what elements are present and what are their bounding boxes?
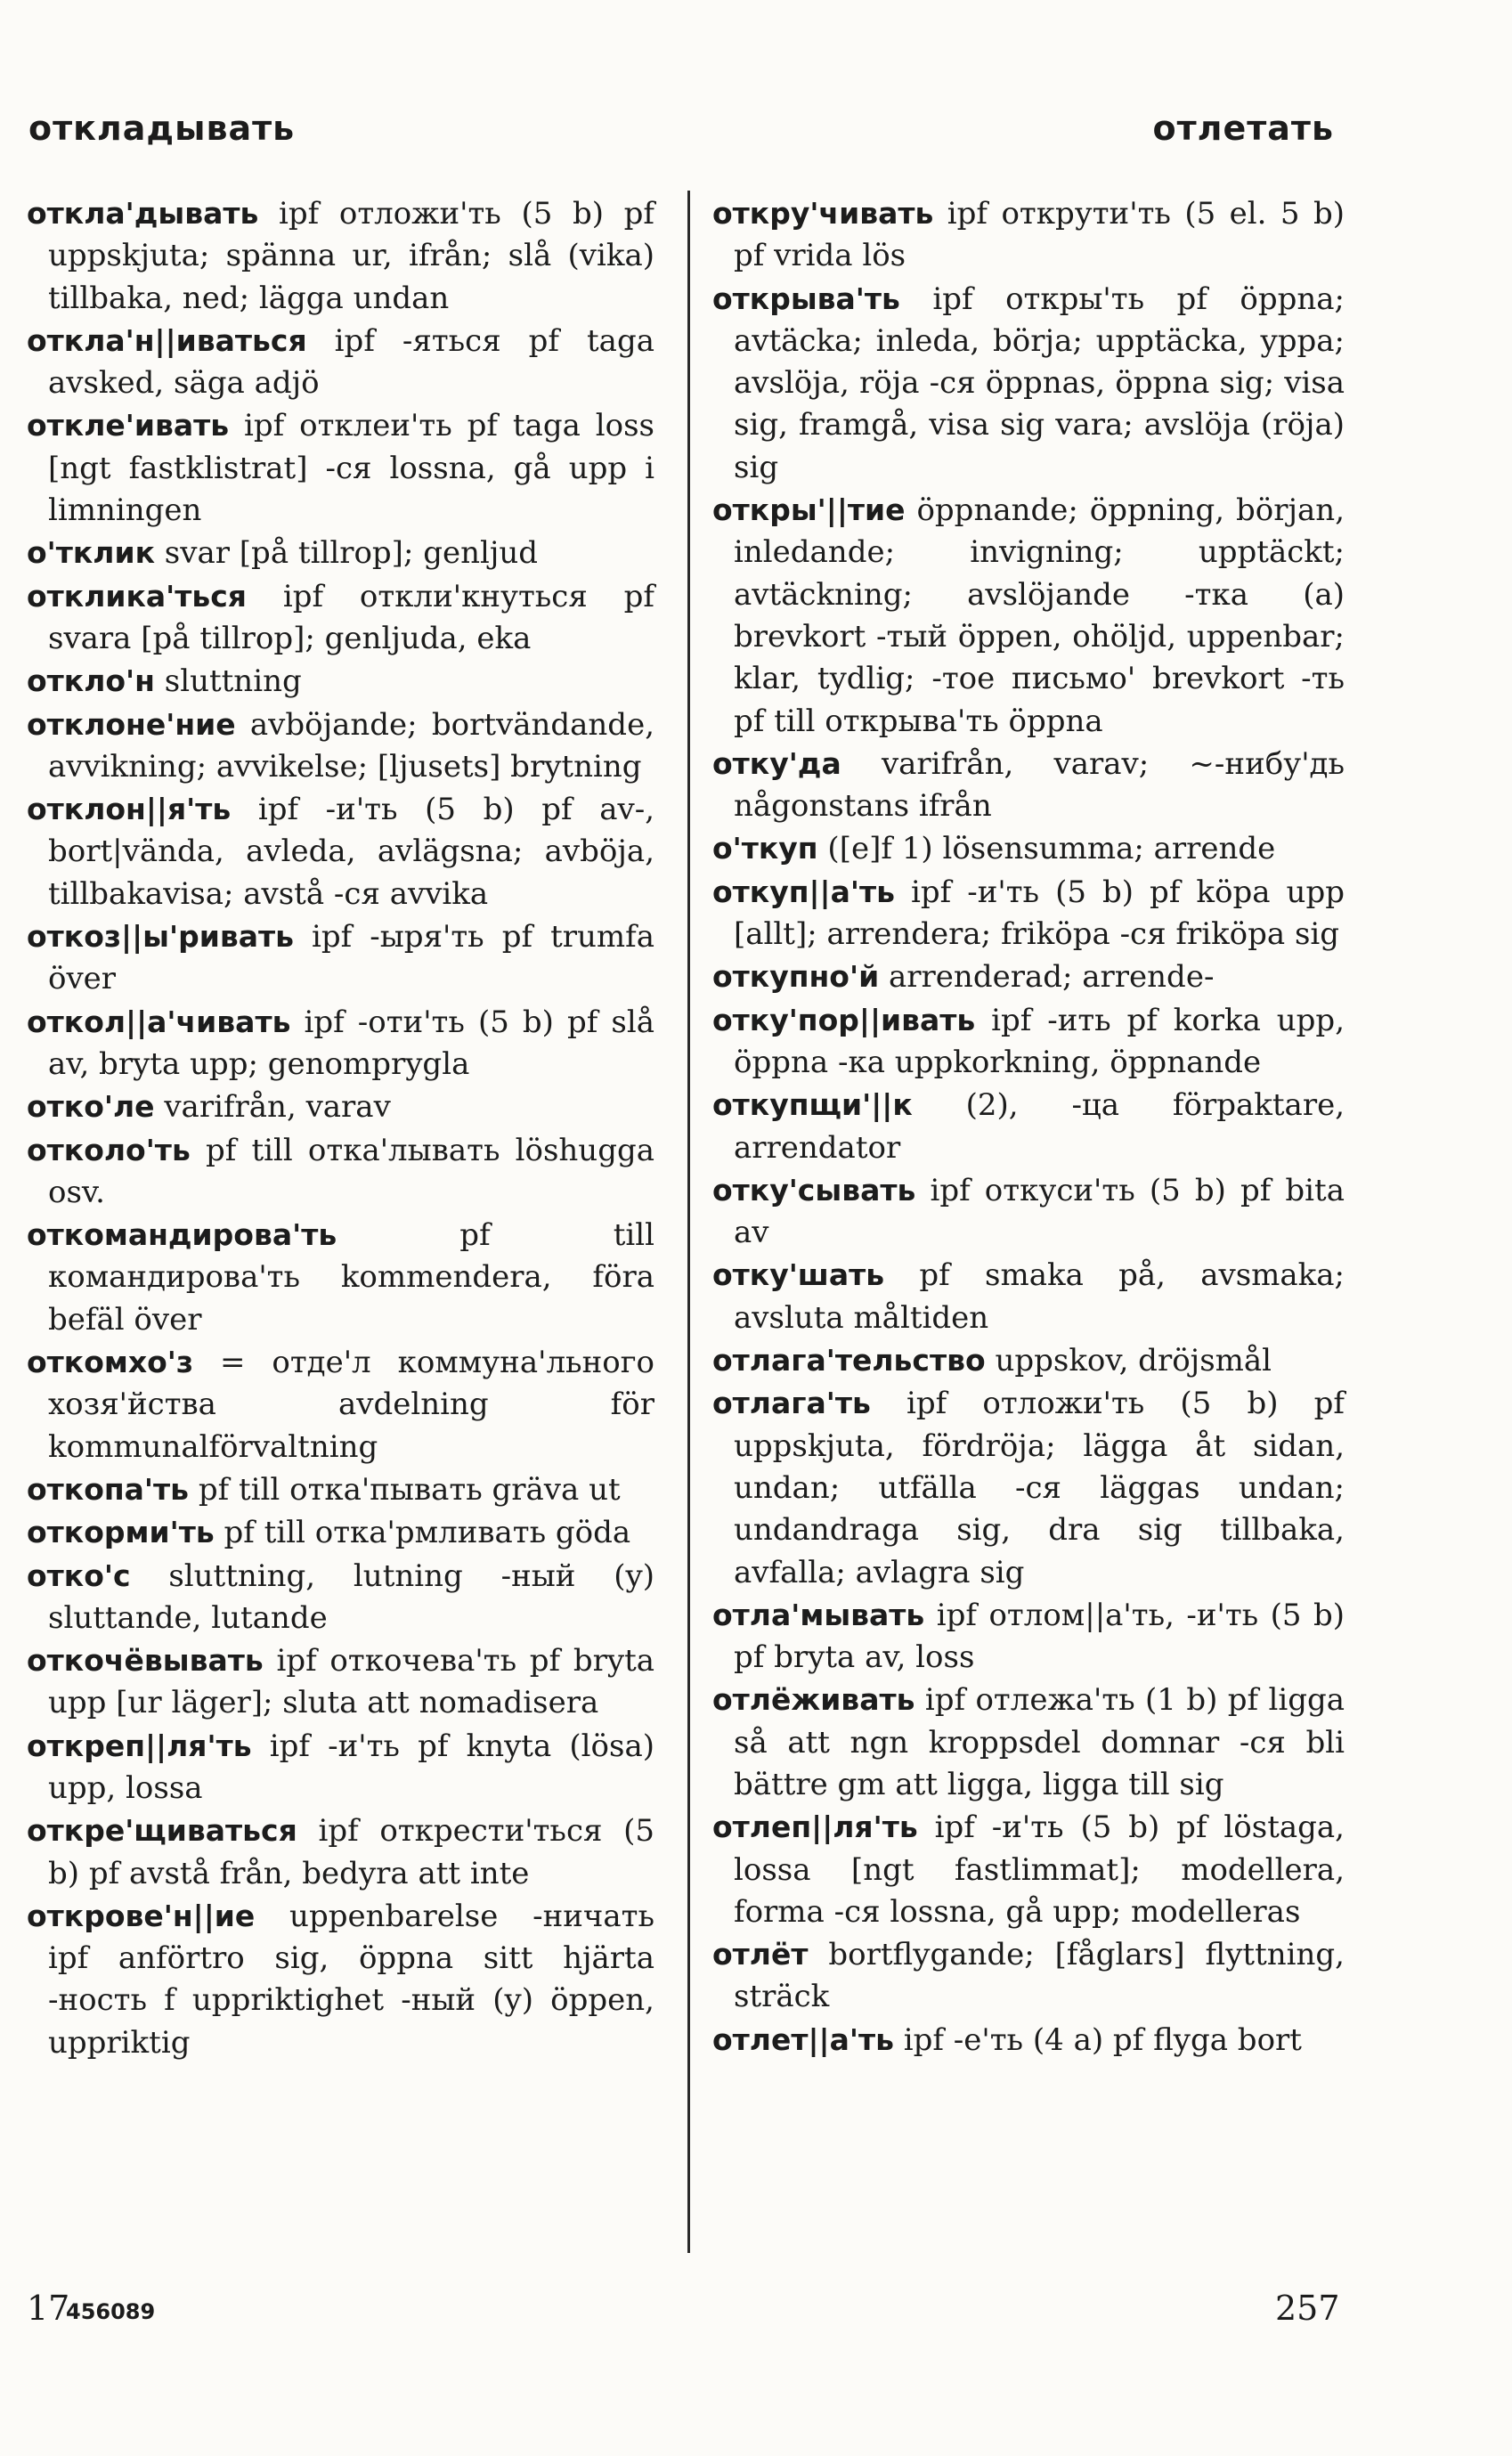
dictionary-entry [712,743,1345,828]
dictionary-entry [27,404,654,532]
entry-definition: arrenderad; arrende- [879,959,1215,996]
entry-definition: ipf открести'ться (5 b) pf avstå från, bedyra att inte [48,1813,654,1891]
entry-definition: (2), -ца förpaktare, arrendator [734,1087,1345,1166]
entry-definition: ipf -и'ть (5 b) pf köpa upp [allt]; arrendera; friköpa -ся friköpa sig [734,874,1345,953]
entry-definition: sluttning [154,663,302,700]
dictionary-entry [712,999,1345,1085]
entry-definition: ipf -оти'ть (5 b) pf slå av, bryta upp; genomprygla [48,1004,654,1082]
entry-definition: sluttning, lutning -ный (y) sluttande, lutande [48,1557,654,1636]
dictionary-entry [27,1468,654,1511]
entry-headword: о'тклик [27,535,155,571]
entry-headword: откло'н [27,663,155,699]
entry-definition: ipf -яться pf taga avsked, säga adjö [48,322,654,402]
dictionary-entry [27,1895,654,2064]
entry-definition: ipf -ыря'ть pf trumfa över [48,919,654,997]
entry-headword: отлеп||ля'ть [712,1809,918,1845]
dictionary-entry [712,192,1345,278]
entry-definition: ipf -и'ть (5 b) pf av-, bort|vända, avleda, avlägsna; avböja, tillbakavisa; avstå -ся avvika [48,792,654,912]
entry-headword: отколо'ть [27,1132,191,1167]
dictionary-entry [712,1679,1345,1806]
signature-number: 17 [27,2289,70,2328]
entry-definition: ipf -ить pf korka upp, öppna -ка uppkorkning, öppnande [734,1002,1345,1080]
dictionary-entry [712,278,1345,489]
entry-headword: отку'пор||ивать [712,1002,976,1037]
entry-headword: откоз||ы'ривать [27,919,294,955]
running-head-left: откладывать [28,109,296,148]
dictionary-entry [712,1084,1345,1169]
entry-definition: ([e]f 1) lösensumma; arrende [817,831,1276,867]
entry-definition: pf smaka på, avsmaka; avsluta måltiden [734,1257,1345,1336]
left-column [27,192,654,2064]
entry-definition: varifrån, varav [154,1089,391,1126]
dictionary-entry [712,1933,1345,2019]
entry-headword: открове'н||ие [27,1898,256,1933]
dictionary-entry [712,1594,1345,1679]
entry-headword: откомандирова'ть [27,1217,337,1253]
entry-headword: откла'н||иваться [27,322,307,358]
dictionary-entry [712,1339,1345,1382]
entry-definition: ipf -и'ть pf knyta (lösa) upp, lossa [48,1728,654,1806]
entry-headword: отклон||я'ть [27,792,232,827]
dictionary-entry [27,1086,654,1128]
entry-headword: отклика'ться [27,578,248,614]
entry-definition: ipf откли'кнуться pf svara [på tillrop]; genljuda, eka [48,578,654,656]
entry-headword: отку'шать [712,1257,885,1293]
entry-headword: откопа'ть [27,1471,190,1507]
dictionary-entry [27,1725,654,1810]
entry-definition: pf till отка'пывать gräva ut [189,1471,621,1508]
entry-headword: отлага'ть [712,1386,871,1421]
entry-definition: ipf -и'ть (5 b) pf löstaga, lossa [ngt fastlimmat]; modellera, forma -ся lossna, gå upp; modelleras [734,1809,1345,1930]
entry-definition: avböjande; bortvändande, avvikning; avvikelse; [ljusets] brytning [48,706,654,785]
entry-definition: ipf откры'ть pf öppna; avtäcka; inleda, börja; upptäcka, yppa; avslöja, röja -ся öppnas, öppna sig; visa sig, framgå, visa sig vara; avslöja (röja) sig [734,281,1345,485]
entry-definition: ipf откуси'ть (5 b) pf bita av [734,1172,1345,1251]
entry-headword: откреп||ля'ть [27,1728,252,1763]
dictionary-entry [27,1341,654,1468]
entry-headword: откры'||тие [712,492,906,528]
dictionary-entry [27,660,654,703]
dictionary-entry [712,1382,1345,1593]
entry-headword: отко'ле [27,1089,155,1125]
entry-definition: uppskov, dröjsmål [985,1343,1272,1379]
dictionary-entry [712,1806,1345,1933]
dictionary-entry [27,1001,654,1086]
entry-headword: отку'да [712,745,841,781]
entry-headword: откупно'й [712,959,880,995]
entry-headword: отла'мывать [712,1597,925,1632]
entry-definition: pf till отка'рмливать göda [214,1515,631,1551]
entry-headword: отлет||а'ть [712,2021,894,2057]
entry-definition: ipf откочева'ть pf bryta upp [ur läger]; sluta att nomadisera [48,1643,654,1721]
entry-definition: bortflygande; [fåglars] flyttning, sträck [734,1937,1345,2015]
dictionary-entry [27,1129,654,1215]
entry-headword: открыва'ть [712,281,900,316]
dictionary-entry [27,703,654,789]
dictionary-entry [27,1214,654,1341]
entry-headword: откре'щиваться [27,1813,297,1849]
print-code: 456089 [66,2299,156,2324]
dictionary-entry [27,532,654,574]
entry-definition: ipf отложи'ть (5 b) pf uppskjuta, fördröja; lägga åt sidan, undan; utfälla -ся läggas undan; undandraga sig, dra sig tillbaka, avfalla; avlagra sig [734,1386,1345,1590]
entry-headword: отлёт [712,1937,809,1972]
entry-definition: ipf отложи'ть (5 b) pf uppskjuta; spänna ur, ifrån; slå (vika) tillbaka, ned; lägga undan [48,196,654,316]
entry-headword: откуп||а'ть [712,874,895,909]
entry-definition: pf till командирова'ть kommendera, föra befäl över [48,1217,654,1338]
entry-definition: svar [på tillrop]; genljud [155,535,539,572]
entry-definition: ipf открути'ть (5 el. 5 b) pf vrida lös [734,196,1345,274]
dictionary-entry [27,575,654,661]
dictionary-entry [712,827,1345,870]
right-column [712,192,1345,2062]
entry-definition: ipf отлежа'ть (1 b) pf ligga så att ngn kroppsdel domnar -ся bli bättre gm att ligga, ligga till sig [734,1682,1345,1802]
entry-definition: ipf отлом||а'ть, -и'ть (5 b) pf bryta av, loss [734,1597,1345,1676]
dictionary-entry [27,320,654,405]
entry-definition: ipf отклеи'ть pf taga loss [ngt fastklistrat] -ся lossna, gå upp i limningen [48,408,654,529]
entry-headword: о'ткуп [712,831,818,866]
entry-headword: откорми'ть [27,1515,215,1550]
column-divider [687,191,690,2253]
page-number: 257 [1275,2289,1340,2328]
dictionary-entry [712,1254,1345,1339]
dictionary-entry [27,192,654,320]
dictionary-entry [27,1809,654,1895]
entry-definition: uppenbarelse -ничать ipf anförtro sig, öppna sitt hjärta -ность f uppriktighet -ный (y) öppen, uppriktig [48,1898,654,2061]
entry-definition: pf till отка'лывать löshugga osv. [48,1132,654,1210]
entry-definition: = отде'л коммуна'льного хозя'йства avdelning för kommunalförvaltning [48,1345,654,1465]
dictionary-entry [27,1555,654,1640]
dictionary-entry [712,489,1345,743]
dictionary-entry [712,871,1345,956]
dictionary-entry [27,1511,654,1554]
dictionary-entry [27,788,654,915]
entry-headword: откру'чивать [712,196,934,231]
dictionary-entry [712,1169,1345,1255]
entry-headword: откол||а'чивать [27,1004,291,1039]
entry-headword: отклоне'ние [27,706,236,742]
entry-headword: отлёживать [712,1682,915,1718]
entry-headword: откупщи'||к [712,1087,913,1123]
running-head-right: отлетать [1152,109,1334,148]
entry-headword: отку'сывать [712,1172,916,1208]
entry-definition: öppnande; öppning, början, inledande; invigning; upptäckt; avtäckning; avslöjande -тка (a) brevkort -тый öppen, ohöljd, uppenbar; klar, tydlig; -тое письмо' brevkort -ть pf till открыва'ть öppna [734,492,1345,739]
entry-headword: откла'дывать [27,196,259,231]
entry-headword: откле'ивать [27,408,230,443]
entry-headword: откомхо'з [27,1345,194,1380]
dictionary-entry [27,915,654,1001]
entry-headword: отлага'тельство [712,1343,986,1378]
entry-definition: varifrån, varav; ~-нибу'дь någonstans ifrån [734,745,1345,825]
entry-headword: откочёвывать [27,1643,264,1679]
dictionary-entry [27,1639,654,1725]
entry-definition: ipf -е'ть (4 a) pf flyga bort [893,2021,1302,2058]
dictionary-entry [712,2019,1345,2062]
entry-headword: отко'с [27,1557,131,1593]
dictionary-entry [712,956,1345,998]
